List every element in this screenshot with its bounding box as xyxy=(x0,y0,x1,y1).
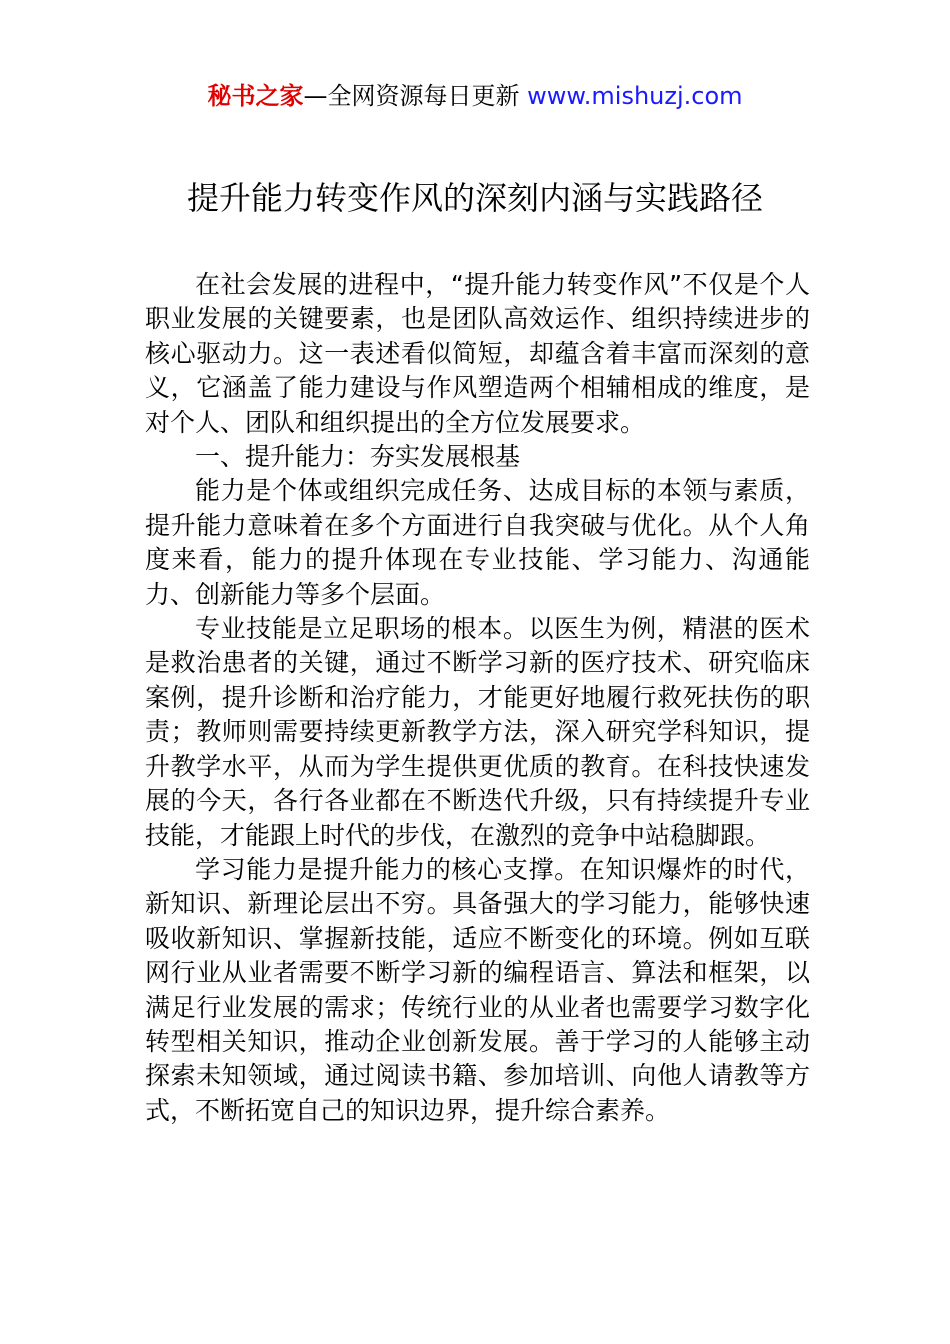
section-heading: 一、提升能力：夯实发展根基 xyxy=(195,442,521,472)
site-header xyxy=(0,80,950,112)
document-body xyxy=(145,268,810,1128)
intro-paragraph: 在社会发展的进程中，“提升能力转变作风”不仅是个人职业发展的关键要素，也是团队高效运作、组织持续进步的核心驱动力。这一表述看似简短，却蕴含着丰富而深刻的意义，它涵盖了能力建设与作风塑造两个相辅相成的维度，是对个人、团队和组织提出的全方位发展要求。 xyxy=(145,270,810,437)
body-paragraph: 学习能力是提升能力的核心支撑。在知识爆炸的时代，新知识、新理论层出不穷。具备强大的学习能力，能够快速吸收新知识、掌握新技能，适应不断变化的环境。例如互联网行业从业者需要不断学习新的编程语言、算法和框架，以满足行业发展的需求；传统行业的从业者也需要学习数字化转型相关知识，推动企业创新发展。善于学习的人能够主动探索未知领域，通过阅读书籍、参加培训、向他人请教等方式，不断拓宽自己的知识边界，提升综合素养。 xyxy=(145,854,810,1125)
site-brand: 秘书之家 xyxy=(207,82,304,110)
site-tagline: —全网资源每日更新 xyxy=(303,82,528,110)
document-title: 提升能力转变作风的深刻内涵与实践路径 xyxy=(186,179,763,217)
site-url-link[interactable]: www.mishuzj.com xyxy=(527,82,743,110)
body-paragraph: 专业技能是立足职场的根本。以医生为例，精湛的医术是救治患者的关键，通过不断学习新的医疗技术、研究临床案例，提升诊断和治疗能力，才能更好地履行救死扶伤的职责；教师则需要持续更新教学方法，深入研究学科知识，提升教学水平，从而为学生提供更优质的教育。在科技快速发展的今天，各行各业都在不断迭代升级，只有持续提升专业技能，才能跟上时代的步伐，在激烈的竞争中站稳脚跟。 xyxy=(145,614,810,850)
body-paragraph: 能力是个体或组织完成任务、达成目标的本领与素质，提升能力意味着在多个方面进行自我突破与优化。从个人角度来看，能力的提升体现在专业技能、学习能力、沟通能力、创新能力等多个层面。 xyxy=(145,476,810,609)
